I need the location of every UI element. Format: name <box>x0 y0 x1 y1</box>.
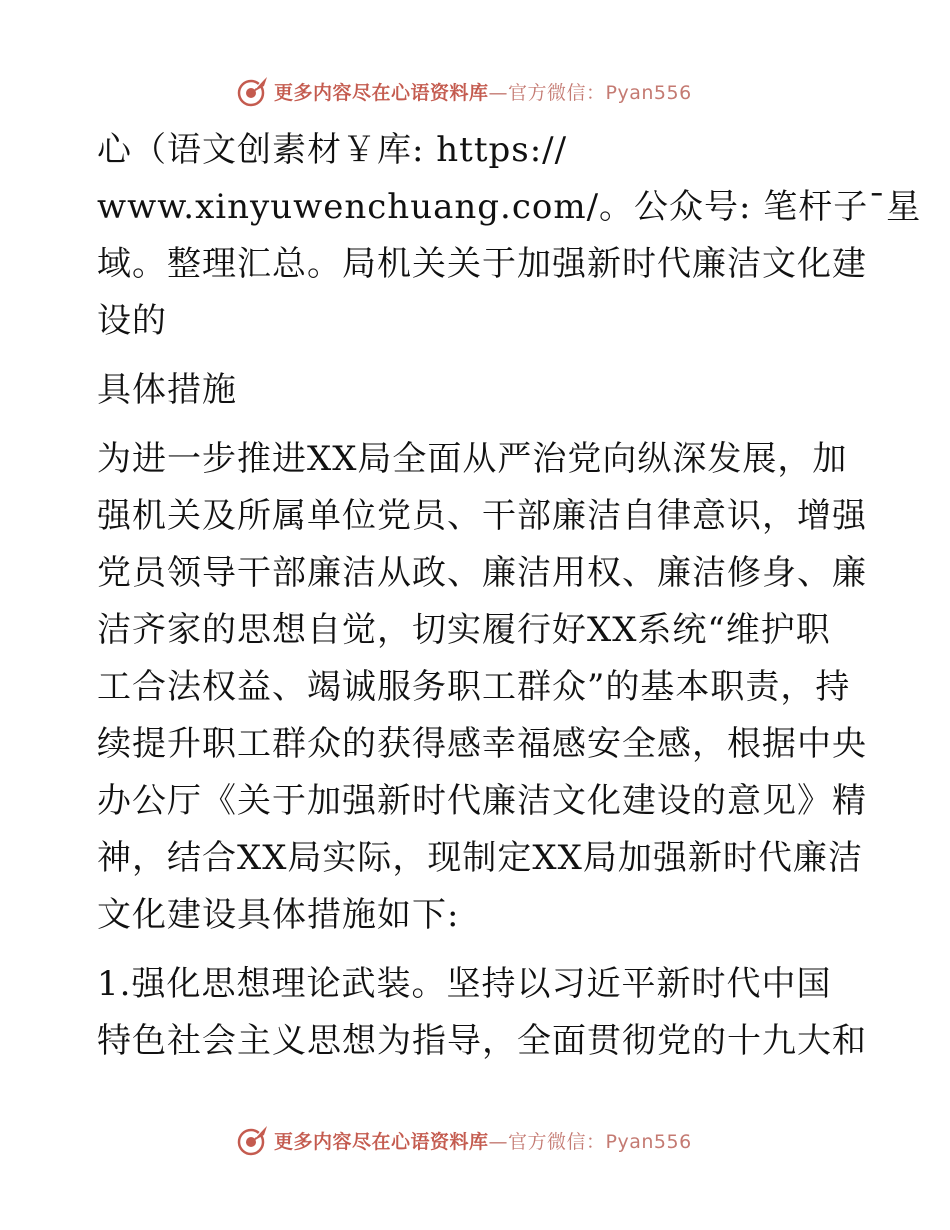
paragraph-measure-1 <box>97 956 867 1070</box>
text-line: 心（语文创素材￥库: https:// <box>97 130 568 170</box>
text-line: 洁齐家的思想自觉，切实履行好XX系统“维护职 <box>97 610 831 650</box>
text-line: 强机关及所属单位党员、干部廉洁自律意识，增强 <box>97 496 867 536</box>
text-line: 1.强化思想理论武装。坚持以习近平新时代中国 <box>97 964 832 1004</box>
text-line: 为进一步推进XX局全面从严治党向纵深发展，加 <box>97 439 848 479</box>
text-line: 工合法权益、竭诚服务职工群众”的基本职责，持 <box>97 667 851 707</box>
watermark-contact: —官方微信：Pyan556 <box>488 1130 692 1153</box>
text-line: 办公厅《关于加强新时代廉洁文化建设的意见》精 <box>97 781 867 821</box>
paragraph-preamble <box>97 431 867 944</box>
document-body <box>97 122 922 1070</box>
feather-pen-logo-icon <box>236 74 270 108</box>
watermark-footer <box>236 1120 692 1160</box>
watermark-contact: —官方微信：Pyan556 <box>488 81 692 104</box>
paragraph-heading <box>97 362 857 419</box>
feather-pen-logo-icon <box>236 1123 270 1157</box>
text-line: 党员领导干部廉洁从政、廉洁用权、廉洁修身、廉 <box>97 553 867 593</box>
text-line: 域。整理汇总。局机关关于加强新时代廉洁文化建 <box>97 244 867 284</box>
text-line: www.xinyuwenchuang.com/。公众号: 笔杆子¯星 <box>97 187 922 227</box>
text-line: 具体措施 <box>97 370 237 410</box>
text-line: 文化建设具体措施如下: <box>97 895 460 935</box>
watermark-header <box>236 71 692 111</box>
text-line: 神，结合XX局实际，现制定XX局加强新时代廉洁 <box>97 838 863 878</box>
paragraph-source-intro <box>97 122 922 350</box>
watermark-text: 更多内容尽在心语资料库 <box>274 81 489 104</box>
text-line: 特色社会主义思想为指导，全面贯彻党的十九大和 <box>97 1021 867 1061</box>
text-line: 设的 <box>97 301 167 341</box>
text-line: 续提升职工群众的获得感幸福感安全感，根据中央 <box>97 724 867 764</box>
watermark-text: 更多内容尽在心语资料库 <box>274 1130 489 1153</box>
